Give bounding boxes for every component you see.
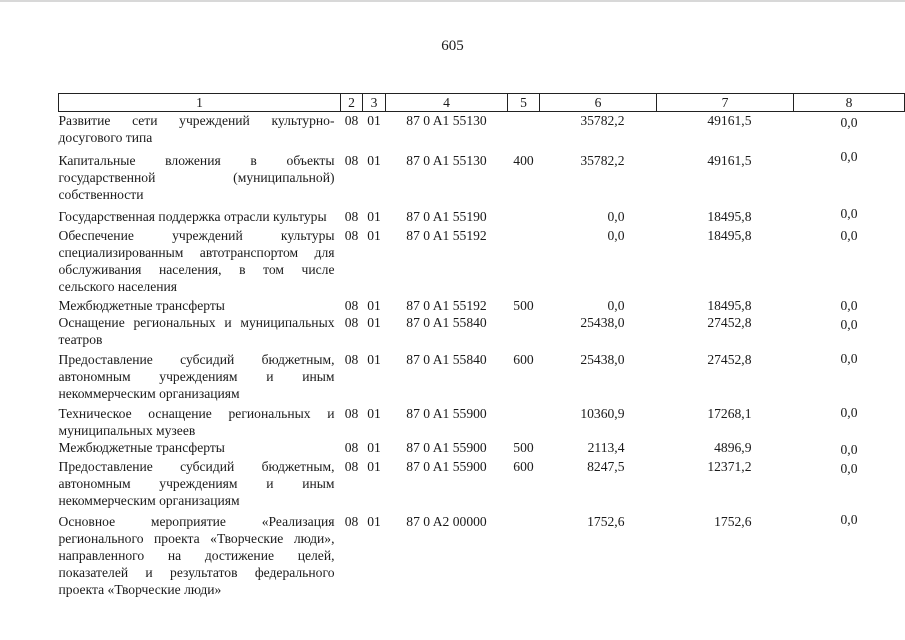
row-name: Развитие сети учреждений культурно-досугового типа <box>58 113 335 145</box>
row-subsection: 01 <box>367 153 381 168</box>
row-target-article: 87 0 A1 55900 <box>406 440 487 455</box>
row-section: 08 <box>344 209 359 224</box>
row-value-col6: 35782,2 <box>580 113 625 128</box>
row-value-col7: 4896,9 <box>714 440 752 455</box>
row-target-article: 87 0 A1 55900 <box>406 459 487 474</box>
page-number: 605 <box>441 38 464 54</box>
row-name: Межбюджетные трансферты <box>58 440 225 455</box>
header-row <box>59 94 905 112</box>
row-value-col8: 0,0 <box>840 149 858 164</box>
row-section: 08 <box>344 113 359 128</box>
row-value-col6: 35782,2 <box>580 153 625 168</box>
row-value-col7: 17268,1 <box>707 406 752 421</box>
row-value-col7: 12371,2 <box>707 459 752 474</box>
row-subsection: 01 <box>367 406 381 421</box>
row-subsection: 01 <box>367 209 381 224</box>
header-cell-7: 7 <box>657 94 794 112</box>
row-name: Предоставление субсидий бюджетным, автономным учреждениям и иным некоммерческим организациям <box>58 459 335 508</box>
row-section: 08 <box>344 228 359 243</box>
row-value-col8: 0,0 <box>840 405 858 420</box>
row-target-article: 87 0 A1 55840 <box>406 352 487 367</box>
row-expense-type <box>508 509 540 598</box>
row-section: 08 <box>344 440 359 455</box>
row-name: Предоставление субсидий бюджетным, автономным учреждениям и иным некоммерческим организациям <box>58 352 335 401</box>
row-name: Государственная поддержка отрасли культуры <box>58 209 327 224</box>
header-cell-4: 4 <box>386 94 508 112</box>
row-value-col8: 0,0 <box>840 298 858 313</box>
table-row <box>59 458 905 509</box>
header-cell-5: 5 <box>508 94 540 112</box>
row-target-article: 87 0 A1 55192 <box>406 298 487 313</box>
row-name: Оснащение региональных и муниципальных театров <box>58 315 335 347</box>
row-expense-type <box>508 402 540 439</box>
row-name: Обеспечение учреждений культуры специализированным автотранспортом для обслуживания населения, в том числе сельского населения <box>58 228 335 294</box>
row-value-col8: 0,0 <box>840 512 858 527</box>
table-row <box>59 295 905 314</box>
row-value-col7: 27452,8 <box>707 315 752 330</box>
row-expense-type: 600 <box>513 459 534 474</box>
row-value-col7: 49161,5 <box>707 153 752 168</box>
row-value-col6: 2113,4 <box>587 440 625 455</box>
table-row <box>59 203 905 225</box>
row-target-article: 87 0 A1 55192 <box>406 228 487 243</box>
row-value-col8: 0,0 <box>840 317 858 332</box>
row-value-col8: 0,0 <box>840 442 858 457</box>
table-row <box>59 314 905 348</box>
row-target-article: 87 0 A1 55840 <box>406 315 487 330</box>
row-section: 08 <box>344 352 359 367</box>
row-subsection: 01 <box>367 459 381 474</box>
row-value-col7: 49161,5 <box>707 113 752 128</box>
table-row <box>59 348 905 402</box>
row-expense-type: 400 <box>513 153 534 168</box>
row-expense-type: 600 <box>513 352 534 367</box>
row-target-article: 87 0 A1 55190 <box>406 209 487 224</box>
row-section: 08 <box>344 459 359 474</box>
row-value-col7: 1752,6 <box>714 514 752 529</box>
row-name: Основное мероприятие «Реализация регионального проекта «Творческие люди», направленного на достижение целей, показателей и результатов федерального проекта «Творческие люди» <box>58 514 335 597</box>
row-value-col6: 0,0 <box>607 298 625 313</box>
top-edge-line <box>0 0 905 2</box>
header-cell-1: 1 <box>59 94 341 112</box>
row-expense-type <box>508 203 540 225</box>
row-value-col6: 1752,6 <box>587 514 625 529</box>
table-row <box>59 146 905 203</box>
row-name: Межбюджетные трансферты <box>58 298 225 313</box>
row-name: Техническое оснащение региональных и муниципальных музеев <box>58 406 335 438</box>
row-value-col6: 25438,0 <box>580 352 625 367</box>
row-subsection: 01 <box>367 113 381 128</box>
budget-table <box>58 93 905 598</box>
row-value-col6: 10360,9 <box>580 406 625 421</box>
row-expense-type: 500 <box>513 298 534 313</box>
row-value-col6: 0,0 <box>607 228 625 243</box>
row-expense-type <box>508 314 540 348</box>
row-expense-type <box>508 112 540 147</box>
row-expense-type <box>508 225 540 295</box>
row-target-article: 87 0 A1 55130 <box>406 153 487 168</box>
row-value-col6: 25438,0 <box>580 315 625 330</box>
row-value-col8: 0,0 <box>840 461 858 476</box>
table-row <box>59 439 905 458</box>
row-section: 08 <box>344 406 359 421</box>
table-row <box>59 509 905 598</box>
row-subsection: 01 <box>367 440 381 455</box>
row-subsection: 01 <box>367 352 381 367</box>
row-section: 08 <box>344 153 359 168</box>
table-row <box>59 402 905 439</box>
row-name: Капитальные вложения в объекты государственной (муниципальной) собственности <box>58 153 335 202</box>
row-value-col6: 8247,5 <box>587 459 625 474</box>
row-section: 08 <box>344 315 359 330</box>
header-cell-6: 6 <box>540 94 657 112</box>
table-row <box>59 112 905 147</box>
row-subsection: 01 <box>367 315 381 330</box>
row-value-col8: 0,0 <box>840 228 858 243</box>
header-cell-2: 2 <box>341 94 363 112</box>
row-target-article: 87 0 A2 00000 <box>406 514 487 529</box>
table-row <box>59 225 905 295</box>
row-value-col7: 27452,8 <box>707 352 752 367</box>
row-value-col7: 18495,8 <box>707 298 752 313</box>
row-value-col8: 0,0 <box>840 206 858 221</box>
row-value-col7: 18495,8 <box>707 209 752 224</box>
row-section: 08 <box>344 298 359 313</box>
row-expense-type: 500 <box>513 440 534 455</box>
header-cell-3: 3 <box>363 94 386 112</box>
row-subsection: 01 <box>367 298 381 313</box>
row-value-col7: 18495,8 <box>707 228 752 243</box>
header-cell-8: 8 <box>794 94 905 112</box>
row-section: 08 <box>344 514 359 529</box>
row-value-col8: 0,0 <box>840 115 858 130</box>
row-value-col6: 0,0 <box>607 209 625 224</box>
row-subsection: 01 <box>367 514 381 529</box>
row-value-col8: 0,0 <box>840 351 858 366</box>
row-target-article: 87 0 A1 55900 <box>406 406 487 421</box>
row-target-article: 87 0 A1 55130 <box>406 113 487 128</box>
row-subsection: 01 <box>367 228 381 243</box>
